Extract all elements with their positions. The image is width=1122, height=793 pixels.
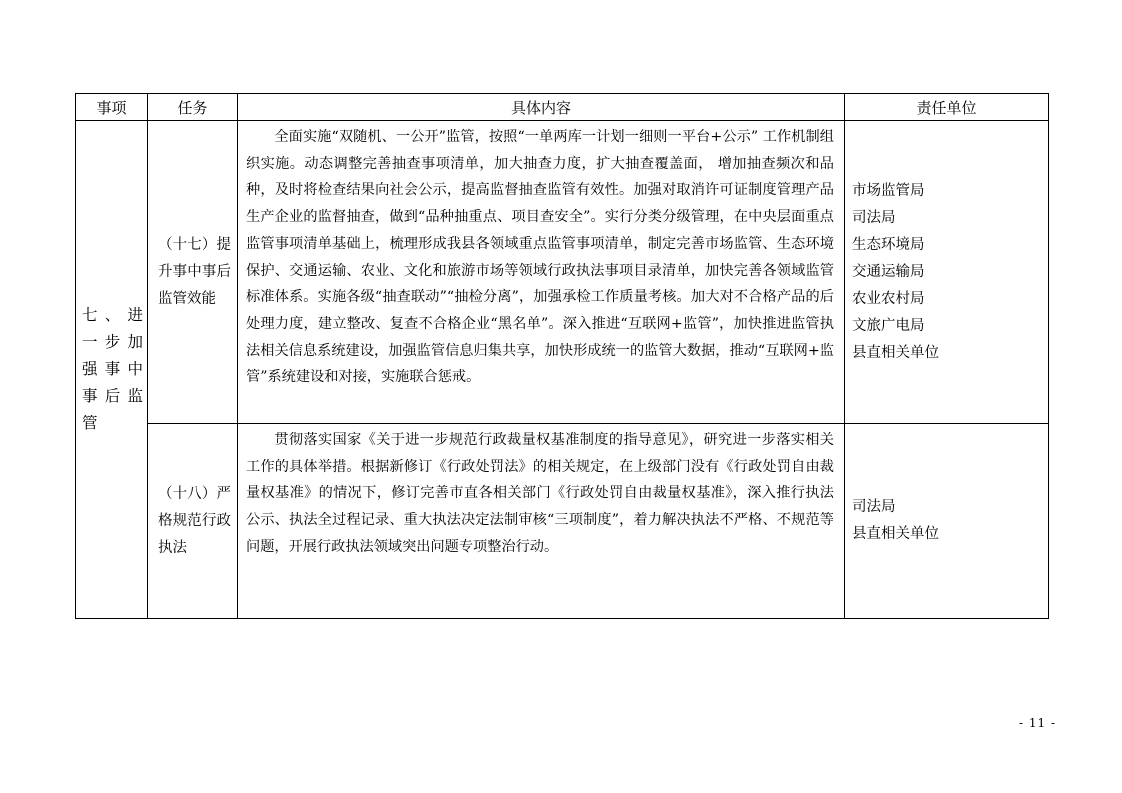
header-content: 具体内容 <box>238 94 845 121</box>
content-paragraph: 全面实施“双随机、一公开”监管，按照“一单两库一计划一细则一平台+公示” 工作机制组织实施。动态调整完善抽查事项清单，加大抽查力度，扩大抽查覆盖面， 增加抽查频次和品种，及时将检查结果向社会公示，提高监督抽查监管有效性。加强对取消许可证制度管理产品生产企业的监督抽查，做到“品种抽重点、项目查安全”。实行分类分级管理，在中央层面重点监管事项清单基础上，梳理形成我县各领域重点监管事项清单，制定完善市场监管、生态环境保护、交通运输、农业、文化和旅游市场等领域行政执法事项目录清单，加快完善各领域监管标准体系。实施各级“抽查联动”“抽检分离”，加强承检工作质量考核。加大对不合格产品的后处理力度，建立整改、复查不合格企业“黑名单”。深入推进“互联网+监管”，加快推进监管执法相关信息系统建设，加强监管信息归集共享，加快形成统一的监管大数据，推动“互联网+监管”系统建设和对接，实施联合惩戒。 <box>246 129 834 386</box>
responsible-unit: 农业农村局 <box>852 290 925 307</box>
responsible-unit: 司法局 <box>852 499 896 515</box>
header-responsible-unit: 责任单位 <box>845 94 1049 121</box>
supervision-table <box>75 93 1049 619</box>
content-cell <box>238 121 845 424</box>
responsible-unit: 生态环境局 <box>852 236 925 253</box>
responsible-unit: 市场监管局 <box>852 182 925 199</box>
page-number: - 11 - <box>1018 716 1056 730</box>
header-matter: 事项 <box>76 94 148 121</box>
table-row <box>76 424 1049 619</box>
responsible-unit: 交通运输局 <box>852 263 925 280</box>
responsible-unit: 文旅广电局 <box>852 317 925 334</box>
content-paragraph: 贯彻落实国家《关于进一步规范行政裁量权基准制度的指导意见》，研究进一步落实相关工作的具体举措。根据新修订《行政处罚法》的相关规定，在上级部门没有《行政处罚自由裁量权基准》的情况下，修订完善市直各相关部门《行政处罚自由裁量权基准》，深入推行执法公示、执法全过程记录、重大执法决定法制审核“三项制度”，着力解决执法不严格、不规范等问题，开展行政执法领域突出问题专项整治行动。 <box>246 432 834 555</box>
responsible-unit: 司法局 <box>852 209 896 226</box>
header-task: 任务 <box>148 94 238 121</box>
responsible-unit: 县直相关单位 <box>852 344 939 361</box>
responsible-unit: 县直相关单位 <box>852 526 939 542</box>
responsible-units-cell <box>845 424 1049 619</box>
task-cell: （十七）提升事中事后监管效能 <box>148 121 238 424</box>
table-row <box>76 121 1049 424</box>
responsible-units-cell <box>845 121 1049 424</box>
table-header-row <box>76 94 1049 121</box>
content-cell <box>238 424 845 619</box>
category-cell: 七、进一步加强事中事后监管 <box>76 121 148 619</box>
task-cell: （十八）严格规范行政执法 <box>148 424 238 619</box>
